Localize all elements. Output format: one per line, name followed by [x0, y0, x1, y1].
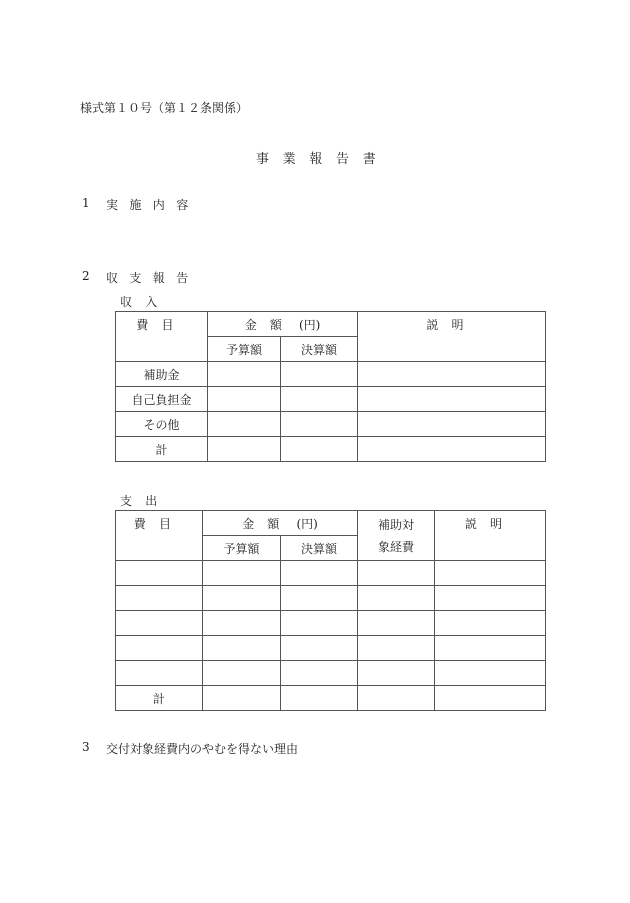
- expense-note-cell[interactable]: [435, 586, 546, 611]
- expense-caption: 支出: [120, 494, 171, 508]
- table-row: [116, 586, 546, 611]
- section-1-heading: 実施内容: [106, 198, 200, 212]
- income-budget-cell[interactable]: [208, 387, 281, 412]
- income-settlement-cell[interactable]: [281, 437, 358, 462]
- expense-eligible-cell[interactable]: [358, 611, 435, 636]
- expense-header-note: 説明: [435, 511, 546, 561]
- income-header-settlement: 決算額: [281, 337, 358, 362]
- expense-settlement-cell[interactable]: [281, 686, 358, 711]
- income-header-note: 説明: [358, 312, 546, 362]
- expense-note-cell[interactable]: [435, 661, 546, 686]
- income-note-cell[interactable]: [358, 437, 546, 462]
- section-2-heading: 収支報告: [106, 271, 200, 285]
- expense-item-cell[interactable]: [116, 661, 203, 686]
- expense-eligible-cell[interactable]: [358, 686, 435, 711]
- income-row-label: 補助金: [116, 362, 208, 387]
- section-1-number: 1: [82, 196, 90, 210]
- income-caption: 収入: [120, 295, 171, 309]
- expense-note-cell[interactable]: [435, 636, 546, 661]
- expense-item-cell[interactable]: [116, 561, 203, 586]
- income-budget-cell[interactable]: [208, 437, 281, 462]
- expense-budget-cell[interactable]: [203, 661, 281, 686]
- table-row: [116, 387, 546, 412]
- expense-total-label: 計: [116, 686, 203, 711]
- income-row-label: その他: [116, 412, 208, 437]
- income-table: [115, 311, 546, 462]
- expense-header-item: 費目: [116, 511, 203, 561]
- expense-eligible-cell[interactable]: [358, 561, 435, 586]
- section-3-heading: 交付対象経費内のやむを得ない理由: [106, 742, 299, 756]
- table-row: [116, 636, 546, 661]
- income-settlement-cell[interactable]: [281, 362, 358, 387]
- table-row: [116, 412, 546, 437]
- expense-settlement-cell[interactable]: [281, 586, 358, 611]
- income-header-budget: 予算額: [208, 337, 281, 362]
- expense-budget-cell[interactable]: [203, 611, 281, 636]
- expense-item-cell[interactable]: [116, 586, 203, 611]
- expense-header-amount: 金額 (円): [203, 511, 358, 536]
- table-row: [116, 661, 546, 686]
- income-row-label: 自己負担金: [116, 387, 208, 412]
- income-header-item: 費目: [116, 312, 208, 362]
- expense-header-eligible: 補助対 象経費: [358, 511, 435, 561]
- expense-eligible-cell[interactable]: [358, 636, 435, 661]
- table-row: [116, 611, 546, 636]
- expense-budget-cell[interactable]: [203, 686, 281, 711]
- form-number: 様式第１０号（第１２条関係）: [80, 101, 249, 115]
- income-budget-cell[interactable]: [208, 412, 281, 437]
- table-row: [116, 362, 546, 387]
- expense-settlement-cell[interactable]: [281, 561, 358, 586]
- expense-header-budget: 予算額: [203, 536, 281, 561]
- expense-note-cell[interactable]: [435, 686, 546, 711]
- expense-budget-cell[interactable]: [203, 561, 281, 586]
- income-settlement-cell[interactable]: [281, 387, 358, 412]
- income-settlement-cell[interactable]: [281, 412, 358, 437]
- income-header-amount: 金額 (円): [208, 312, 358, 337]
- expense-item-cell[interactable]: [116, 636, 203, 661]
- expense-eligible-cell[interactable]: [358, 586, 435, 611]
- income-budget-cell[interactable]: [208, 362, 281, 387]
- section-2-number: 2: [82, 269, 90, 283]
- expense-note-cell[interactable]: [435, 611, 546, 636]
- expense-header-settlement: 決算額: [281, 536, 358, 561]
- expense-item-cell[interactable]: [116, 611, 203, 636]
- expense-note-cell[interactable]: [435, 561, 546, 586]
- income-note-cell[interactable]: [358, 387, 546, 412]
- income-row-label: 計: [116, 437, 208, 462]
- section-3-number: 3: [82, 740, 90, 754]
- expense-budget-cell[interactable]: [203, 586, 281, 611]
- page-title: 事業報告書: [256, 152, 390, 167]
- expense-settlement-cell[interactable]: [281, 636, 358, 661]
- expense-settlement-cell[interactable]: [281, 611, 358, 636]
- income-note-cell[interactable]: [358, 412, 546, 437]
- table-row: [116, 561, 546, 586]
- table-row: [116, 437, 546, 462]
- expense-settlement-cell[interactable]: [281, 661, 358, 686]
- income-note-cell[interactable]: [358, 362, 546, 387]
- expense-eligible-cell[interactable]: [358, 661, 435, 686]
- table-row: [116, 686, 546, 711]
- expense-table: [115, 510, 546, 711]
- expense-budget-cell[interactable]: [203, 636, 281, 661]
